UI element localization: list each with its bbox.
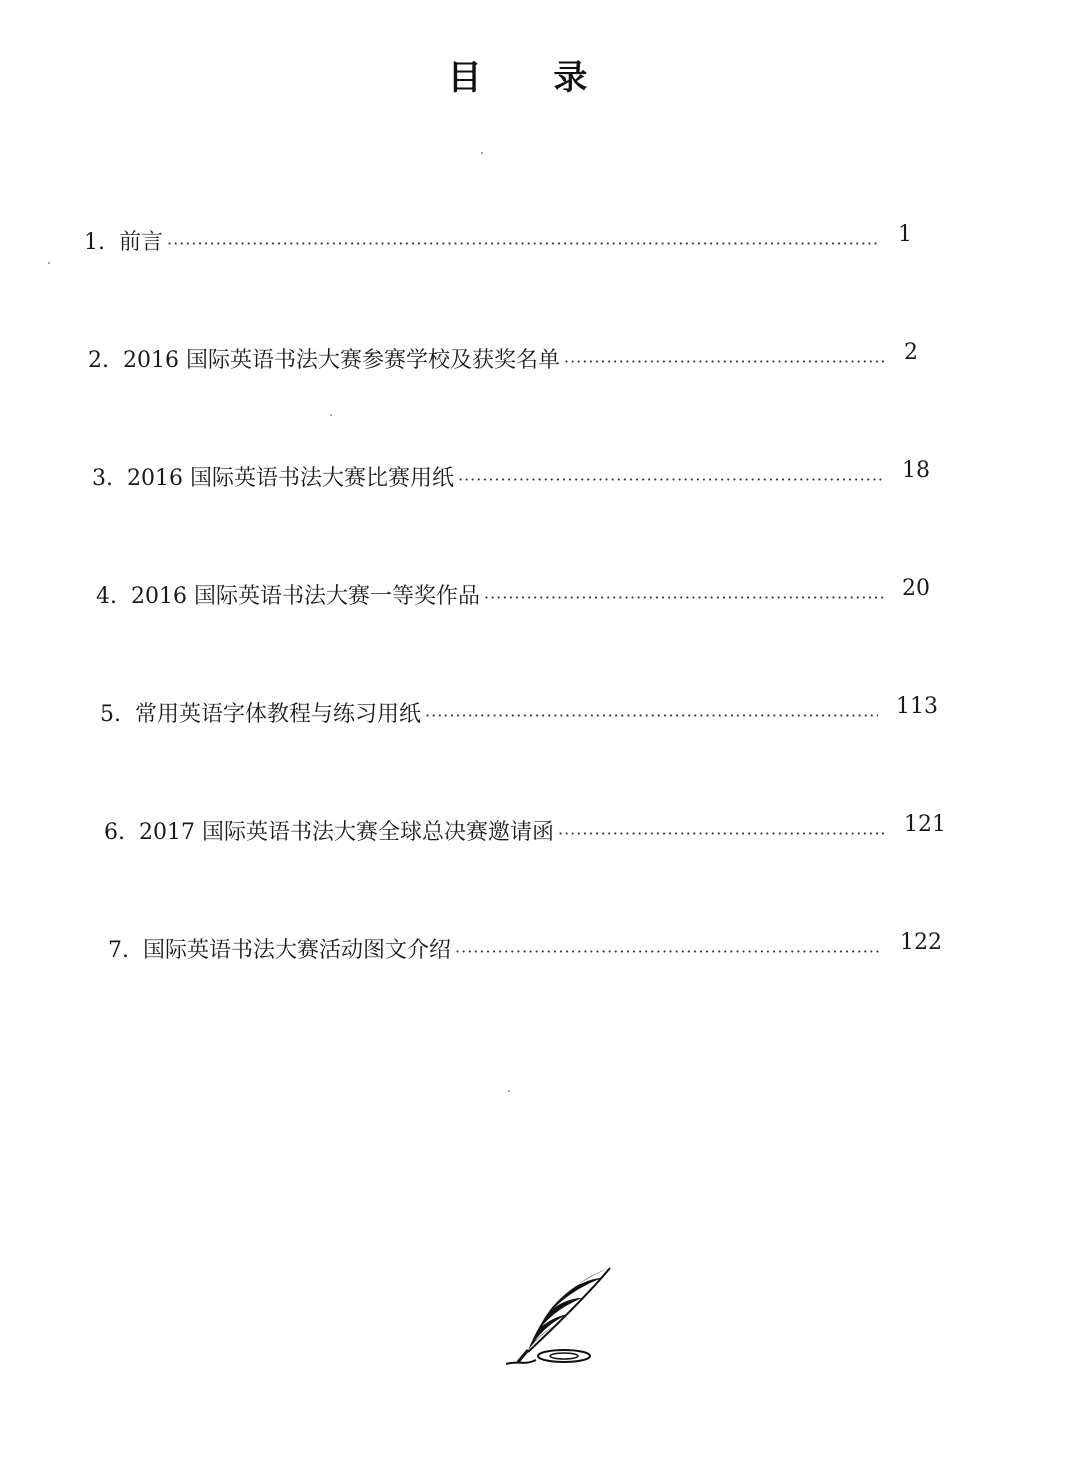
scan-speck [330, 414, 332, 416]
dot-leader [458, 470, 884, 489]
toc-entry-6 [104, 812, 946, 849]
toc-entry-number: 2. [88, 348, 109, 373]
dot-leader [564, 352, 886, 371]
toc-entry-page: 122 [900, 930, 942, 955]
toc-entry-page: 113 [896, 694, 938, 719]
dot-leader [455, 942, 882, 961]
toc-entry-title: 前言 [119, 230, 164, 255]
dot-leader [558, 824, 886, 843]
toc-entry-1 [84, 222, 912, 259]
toc-entry-5 [100, 694, 938, 731]
dot-leader [167, 234, 880, 253]
toc-entry-title: 2016 国际英语书法大赛比赛用纸 [127, 466, 454, 491]
toc-entry-2 [88, 340, 918, 377]
dot-leader [425, 706, 878, 725]
toc-entry-page: 1 [898, 222, 912, 247]
toc-entry-page: 18 [902, 458, 930, 483]
quill-pen-icon [498, 1262, 618, 1370]
toc-entry-number: 1. [84, 230, 105, 255]
toc-entry-number: 3. [92, 466, 113, 491]
toc-entry-page: 2 [904, 340, 918, 365]
toc-entry-page: 121 [904, 812, 946, 837]
toc-entry-number: 6. [104, 820, 125, 845]
toc-entry-7 [108, 930, 942, 967]
toc-entry-number: 4. [96, 584, 117, 609]
toc-entry-title: 2016 国际英语书法大赛一等奖作品 [131, 584, 480, 609]
scan-speck [508, 1090, 510, 1092]
toc-entry-title: 2016 国际英语书法大赛参赛学校及获奖名单 [123, 348, 560, 373]
toc-entry-page: 20 [902, 576, 930, 601]
toc-entry-4 [96, 576, 930, 613]
scan-speck [481, 152, 483, 154]
toc-entry-title: 2017 国际英语书法大赛全球总决赛邀请函 [139, 820, 554, 845]
toc-entry-title: 常用英语字体教程与练习用纸 [135, 702, 422, 727]
toc-entry-number: 5. [100, 702, 121, 727]
dot-leader [484, 588, 884, 607]
toc-entry-number: 7. [108, 938, 129, 963]
toc-entry-3 [92, 458, 930, 495]
scan-speck [48, 262, 50, 264]
toc-entry-title: 国际英语书法大赛活动图文介绍 [143, 938, 452, 963]
page-title: 目 录 [447, 58, 618, 98]
